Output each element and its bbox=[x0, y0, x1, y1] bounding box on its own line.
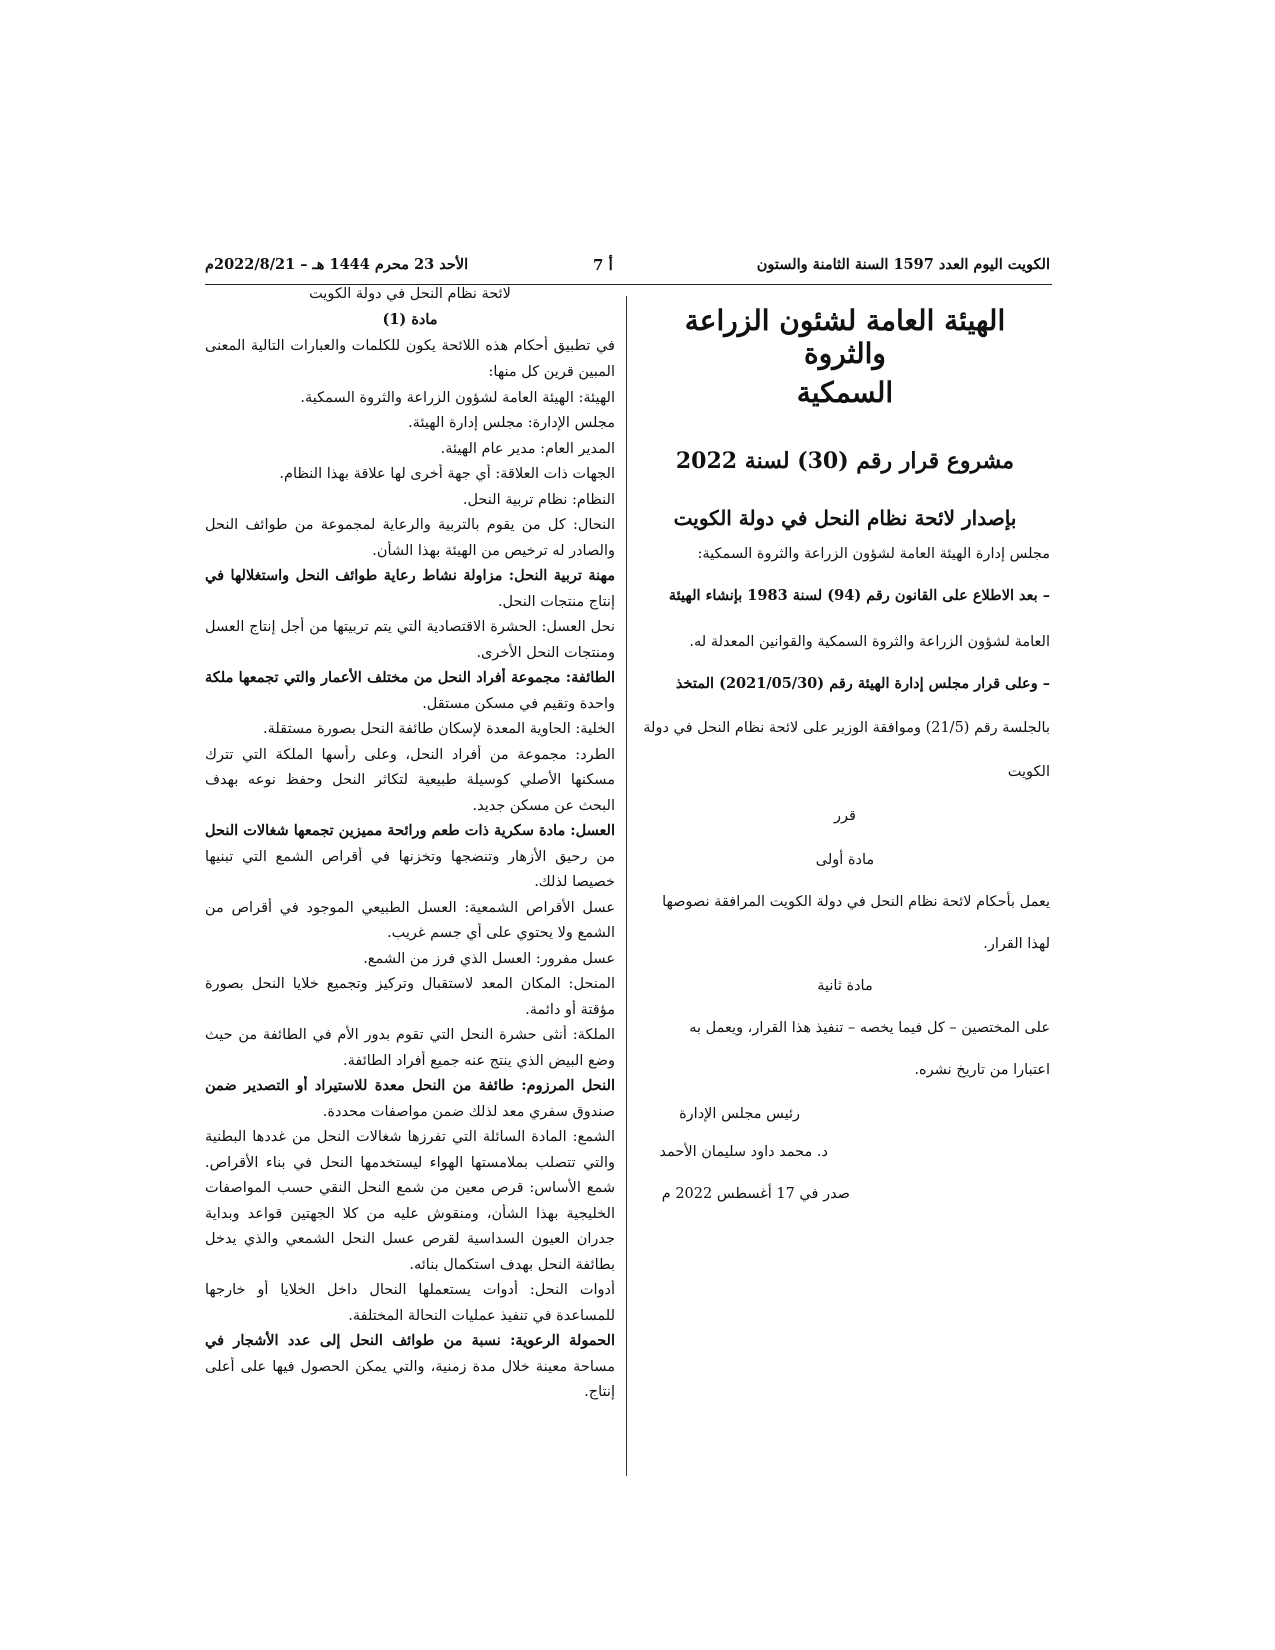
article-two-text: على المختصين – كل فيما يخصه – تنفيذ هذا القرار، ويعمل به bbox=[689, 1020, 1050, 1036]
article-one-heading: مادة أولى bbox=[815, 852, 875, 868]
definition-line: عسل مفرور: العسل الذي فرز من الشمع. bbox=[363, 951, 615, 967]
left-column bbox=[205, 286, 615, 1476]
header-rule bbox=[205, 284, 1052, 285]
definition-line: والتي تتصلب بملامستها الهواء ليستخدمها النحل في بناء الأقراص. bbox=[205, 1155, 615, 1171]
right-column bbox=[640, 296, 1050, 1296]
preamble-line: بالجلسة رقم (21/5) وموافقة الوزير على لائحة نظام النحل في دولة bbox=[643, 720, 1050, 736]
preamble-line: العامة لشؤون الزراعة والثروة السمكية والقوانين المعدلة له. bbox=[689, 634, 1050, 650]
issue-date-line: صدر في 17 أغسطس 2022 م bbox=[661, 1186, 850, 1202]
definition-line: الشمع ولا يحتوي على أي جسم غريب. bbox=[387, 925, 615, 941]
definition-line: بطائفة النحل بهدف استكمال بنائه. bbox=[409, 1257, 615, 1273]
definition-line: الملكة: أنثى حشرة النحل التي تقوم بدور الأم في الطائفة من حيث bbox=[205, 1027, 615, 1043]
definition-line: المدير العام: مدير عام الهيئة. bbox=[440, 441, 615, 457]
decided-heading: قرر bbox=[834, 808, 856, 824]
definition-line: الشمع: المادة السائلة التي تفرزها شغالات النحل من غددها البطنية bbox=[205, 1129, 615, 1145]
chairman-title: رئيس مجلس الإدارة bbox=[679, 1106, 800, 1122]
definition-line: جدران العيون السداسية لقرص عسل النحل الشمعي والذي يدخل bbox=[205, 1231, 615, 1247]
definition-line: النظام: نظام تربية النحل. bbox=[462, 492, 615, 508]
definition-line: في تطبيق أحكام هذه اللائحة يكون للكلمات والعبارات التالية المعنى bbox=[205, 338, 615, 354]
preamble-line: الكويت bbox=[1007, 764, 1050, 780]
decision-title: مشروع قرار رقم (30) لسنة 2022 bbox=[675, 448, 1015, 474]
definition-line: مهنة تربية النحل: مزاولة نشاط رعاية طوائف النحل واستغلالها في bbox=[205, 567, 615, 584]
definition-line: من رحيق الأزهار وتنضجها وتخزنها في أقراص الشمع التي تبنيها bbox=[205, 849, 615, 865]
regulation-title: لائحة نظام النحل في دولة الكويت bbox=[309, 286, 511, 302]
definition-line: إنتاج منتجات النحل. bbox=[497, 594, 615, 610]
definition-line: البحث عن مسكن جديد. bbox=[472, 798, 615, 814]
preamble-line: – وعلى قرار مجلس إدارة الهيئة رقم (2021/05/30) المتخذ bbox=[675, 675, 1050, 692]
definition-line: واحدة وتقيم في مسكن مستقل. bbox=[422, 696, 615, 712]
decision-subject: بإصدار لائحة نظام النحل في دولة الكويت bbox=[673, 506, 1017, 530]
definition-line: خصيصا لذلك. bbox=[534, 874, 615, 890]
article-two-text: اعتبارا من تاريخ نشره. bbox=[914, 1062, 1050, 1078]
issue-info: الكويت اليوم العدد 1597 السنة الثامنة والستون bbox=[756, 256, 1050, 273]
definition-line: النحل المرزوم: طائفة من النحل معدة للاستيراد أو التصدير ضمن bbox=[205, 1077, 615, 1094]
article-heading: مادة (1) bbox=[382, 311, 438, 328]
definition-line: الخليجية بهذا الشأن، ومنقوش عليه من كلا الجهتين قواعد وبداية bbox=[205, 1206, 615, 1222]
definition-line: مسكنها الأصلي كوسيلة طبيعية لتكاثر النحل وحفظ نوعه بهدف bbox=[205, 772, 615, 788]
definition-line: أدوات النحل: أدوات يستعملها النحال داخل الخلايا أو خارجها bbox=[205, 1282, 615, 1298]
preamble-line: مجلس إدارة الهيئة العامة لشؤون الزراعة والثروة السمكية: bbox=[697, 546, 1050, 562]
definition-line: صندوق سفري معد لذلك ضمن مواصفات محددة. bbox=[322, 1104, 615, 1120]
article-one-text: يعمل بأحكام لائحة نظام النحل في دولة الكويت المرافقة نصوصها bbox=[662, 894, 1050, 910]
definition-line: المنحل: المكان المعد لاستقبال وتركيز وتجميع خلايا النحل بصورة bbox=[205, 976, 615, 992]
definition-line: نحل العسل: الحشرة الاقتصادية التي يتم تربيتها من أجل إنتاج العسل bbox=[205, 619, 615, 635]
article-one-text: لهذا القرار. bbox=[983, 936, 1050, 952]
article-two-heading: مادة ثانية bbox=[817, 978, 873, 994]
authority-title-line1: الهيئة العامة لشئون الزراعة والثروة bbox=[684, 304, 1006, 370]
definition-line: المبين قرين كل منها: bbox=[488, 364, 615, 380]
definition-line: مؤقتة أو دائمة. bbox=[525, 1002, 615, 1018]
authority-title-line2: السمكية bbox=[796, 376, 894, 409]
page-number: أ 7 bbox=[593, 256, 613, 274]
definition-line: عسل الأقراص الشمعية: العسل الطبيعي الموجود في أقراص من bbox=[205, 900, 615, 916]
definition-line: والصادر له ترخيص من الهيئة بهذا الشأن. bbox=[372, 543, 615, 559]
chairman-name: د. محمد داود سليمان الأحمد bbox=[659, 1144, 828, 1160]
definition-line: العسل: مادة سكرية ذات طعم ورائحة مميزين تجمعها شغالات النحل bbox=[205, 822, 615, 839]
gazette-header bbox=[205, 256, 1050, 280]
definition-line: وضع البيض الذي ينتج عنه جميع أفراد الطائفة. bbox=[342, 1053, 615, 1069]
issue-date: الأحد 23 محرم 1444 هـ – 2022/8/21م bbox=[205, 256, 469, 273]
preamble-line: – بعد الاطلاع على القانون رقم (94) لسنة 1983 بإنشاء الهيئة bbox=[668, 587, 1050, 604]
definition-line: مجلس الإدارة: مجلس إدارة الهيئة. bbox=[408, 415, 615, 431]
definition-line: الخلية: الحاوية المعدة لإسكان طائفة النحل بصورة مستقلة. bbox=[262, 721, 615, 737]
column-divider bbox=[626, 296, 627, 1476]
definition-line: الحمولة الرعوية: نسبة من طوائف النحل إلى عدد الأشجار في bbox=[205, 1332, 615, 1349]
definition-line: مساحة معينة خلال مدة زمنية، والتي يمكن الحصول فيها على أعلى bbox=[205, 1359, 615, 1375]
definition-line: النحال: كل من يقوم بالتربية والرعاية لمجموعة من طوائف النحل bbox=[205, 517, 615, 533]
definition-line: شمع الأساس: قرص معين من شمع النحل النقي حسب المواصفات bbox=[205, 1180, 615, 1196]
definition-line: الطرد: مجموعة من أفراد النحل، وعلى رأسها الملكة التي تترك bbox=[205, 747, 615, 763]
definition-line: ومنتجات النحل الأخرى. bbox=[476, 645, 615, 661]
definition-line: الهيئة: الهيئة العامة لشؤون الزراعة والثروة السمكية. bbox=[300, 390, 615, 406]
definition-line: إنتاج. bbox=[584, 1384, 615, 1400]
definition-line: الطائفة: مجموعة أفراد النحل من مختلف الأعمار والتي تجمعها ملكة bbox=[205, 669, 615, 686]
definition-line: الجهات ذات العلاقة: أي جهة أخرى لها علاقة بهذا النظام. bbox=[279, 466, 615, 482]
definition-line: للمساعدة في تنفيذ عمليات النحالة المختلفة. bbox=[348, 1308, 615, 1324]
